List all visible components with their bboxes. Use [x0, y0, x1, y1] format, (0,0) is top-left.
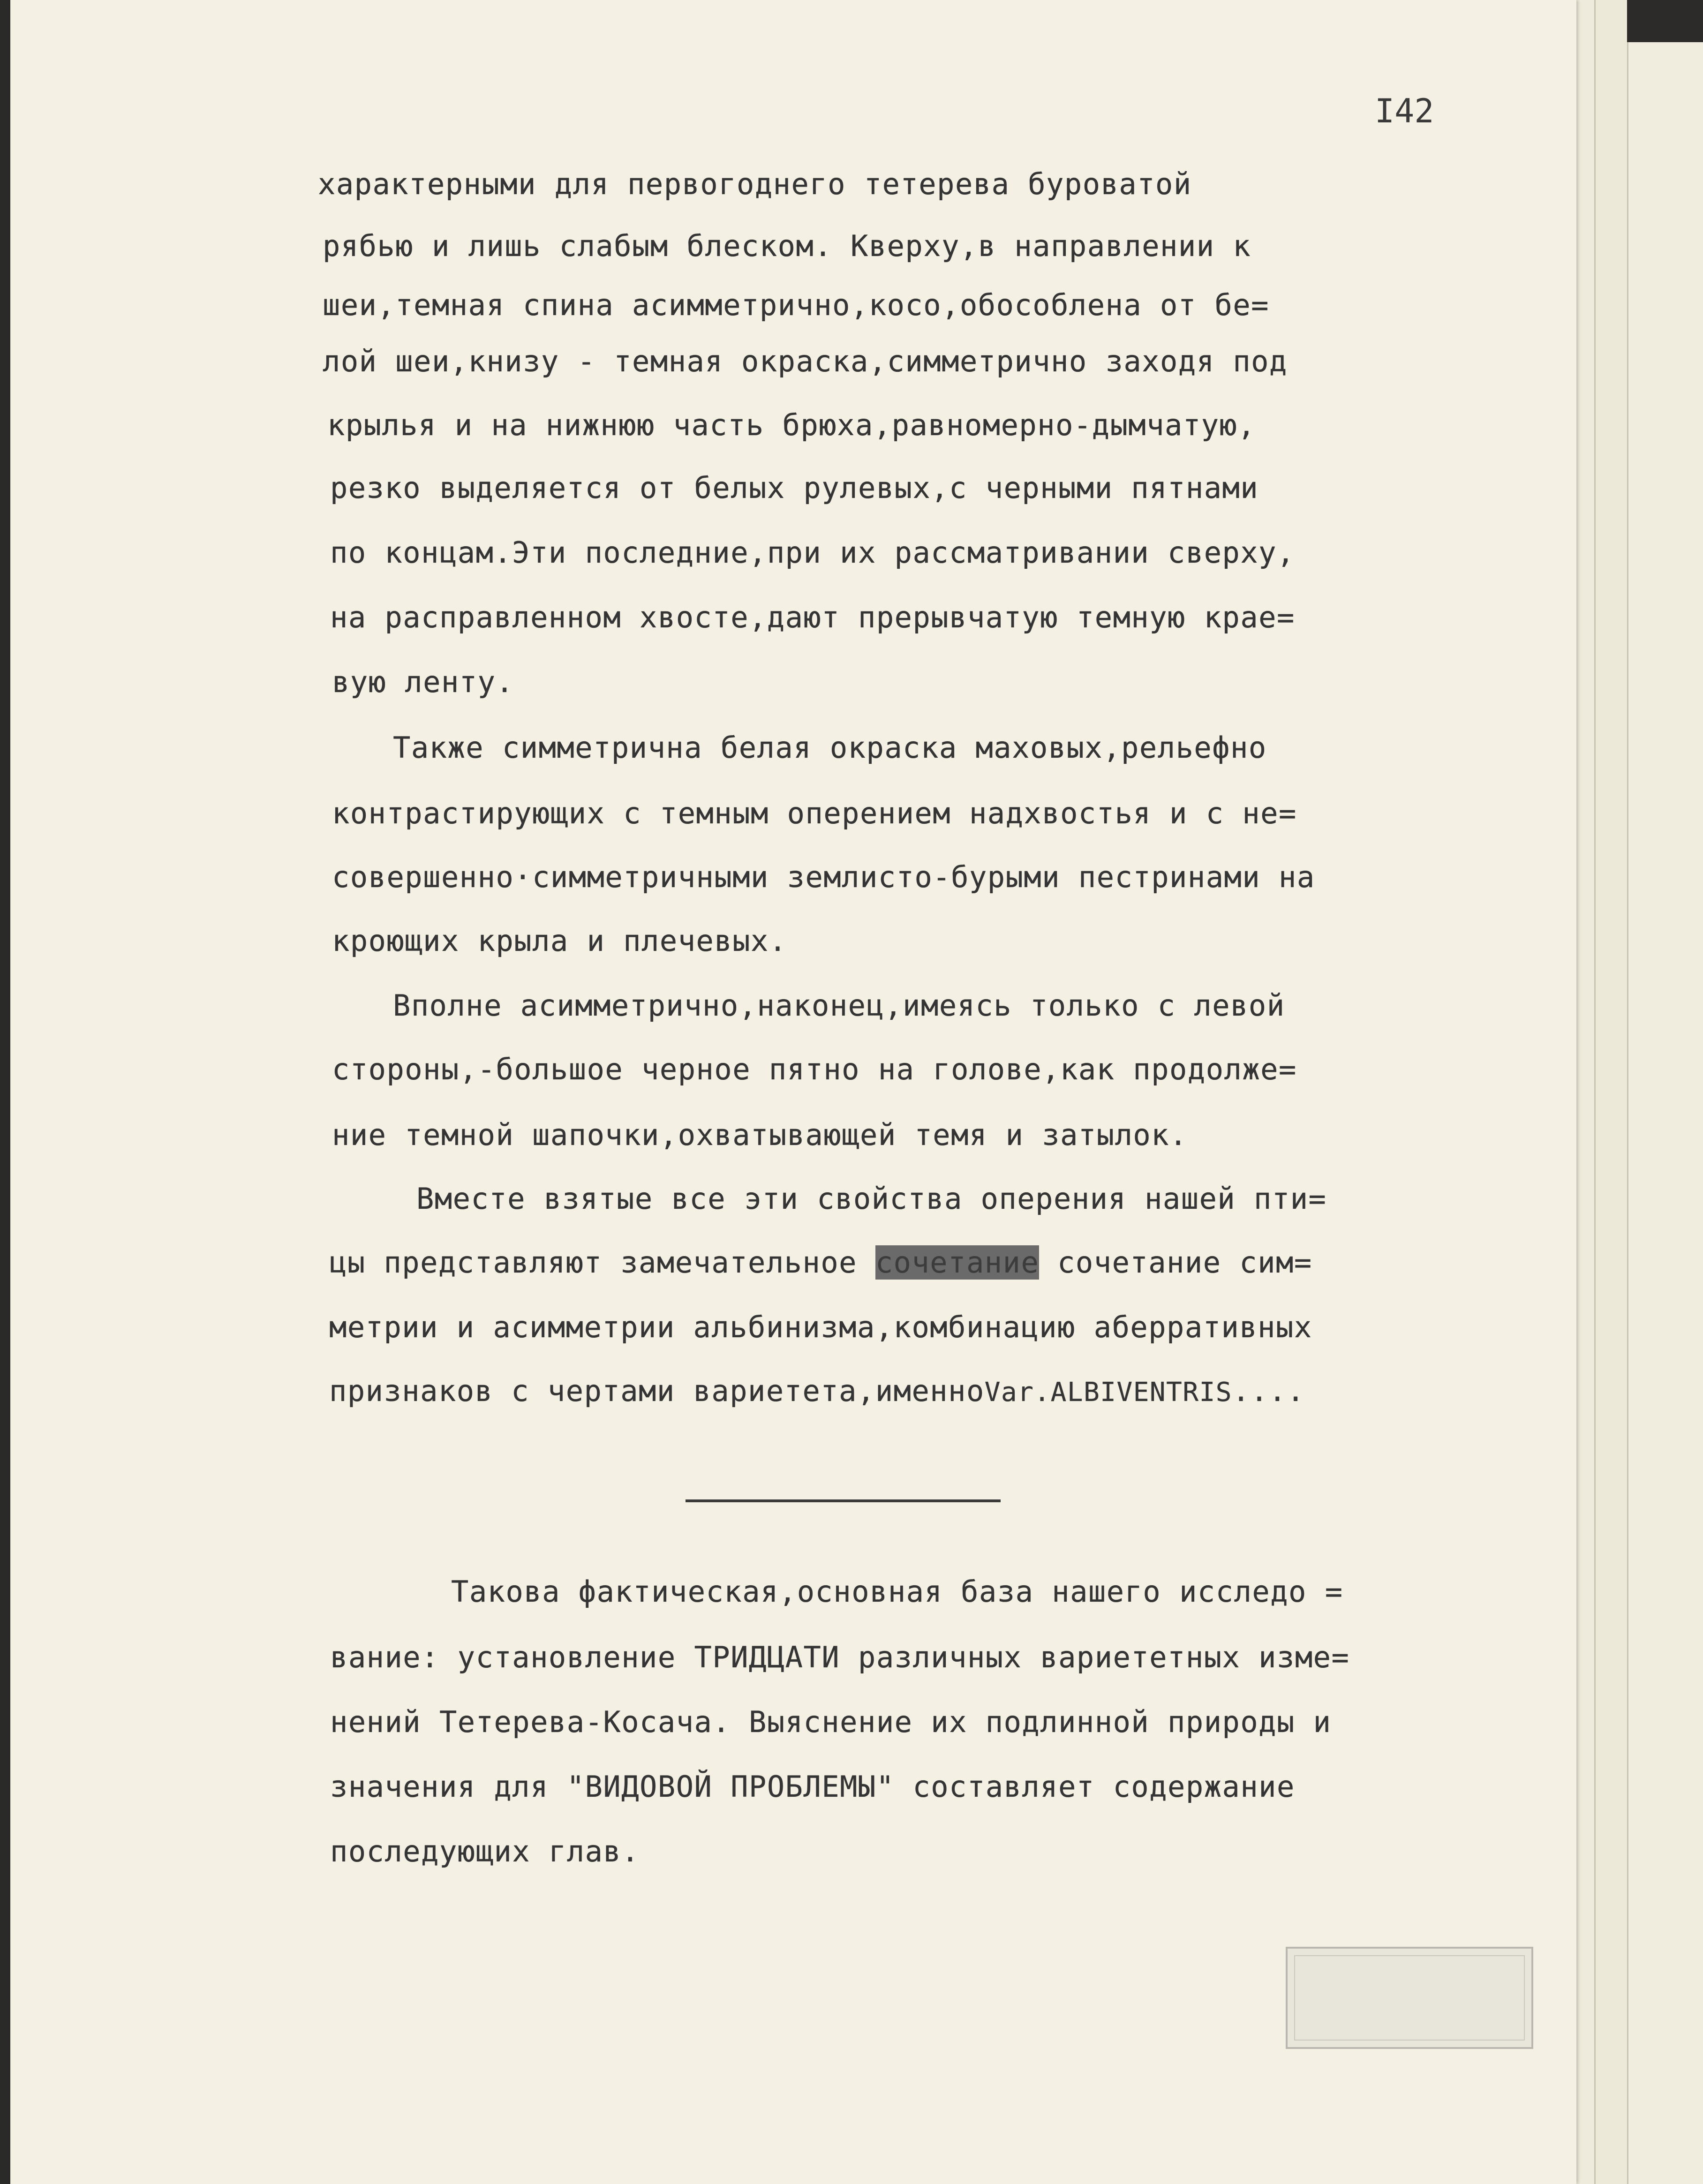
underlying-sheet [1627, 0, 1703, 2184]
text-line: на расправленном хвосте,дают прерывчатую темную крае= [330, 600, 1295, 634]
text-segment: признаков с чертами вариетета,именно [329, 1374, 985, 1408]
text-line: метрии и асимметрии альбинизма,комбинацию аберративных [329, 1310, 1312, 1344]
text-line: вую ленту. [332, 665, 514, 699]
variety-name: Var.ALBIVENTRIS [984, 1377, 1233, 1408]
text-line: характерными для первогоднего тетерева буроватой [318, 167, 1192, 201]
text-line: ние темной шапочки,охватывающей темя и затылок. [332, 1118, 1188, 1152]
text-line: нений Тетерева-Косача. Выяснение их подлинной природы и [330, 1705, 1332, 1739]
text-line: лой шеи,книзу - темная окраска,симметрично заходя под [323, 344, 1288, 378]
text-line: рябью и лишь слабым блеском. Кверху,в направлении к [323, 229, 1251, 263]
text-line: вание: установление ТРИДЦАТИ различных вариететных изме= [330, 1640, 1350, 1674]
text-line: крылья и на нижнюю часть брюха,равномерно-дымчатую, [327, 408, 1256, 442]
text-line [329, 1374, 1305, 1408]
text-line: кроющих крыла и плечевых. [332, 924, 787, 958]
separator-rule [686, 1499, 1001, 1502]
text-line [329, 1245, 1312, 1280]
text-line: контрастирующих с темным оперением надхвостья и с не= [332, 796, 1297, 830]
text-segment: цы представляют замечательное [329, 1245, 875, 1280]
archive-stamp [1286, 1947, 1533, 2049]
scanner-background [1627, 0, 1703, 42]
typed-page [10, 0, 1576, 2184]
text-line: последующих глав. [330, 1834, 640, 1868]
page-number: I42 [1375, 92, 1434, 130]
text-line: стороны,-большое черное пятно на голове,как продолже= [332, 1052, 1297, 1086]
text-line: Вполне асимметрично,наконец,имеясь только с левой [393, 988, 1285, 1023]
text-line: Также симметрична белая окраска маховых,рельефно [393, 731, 1267, 765]
text-line: совершенно·симметричными землисто-бурыми пестринами на [332, 860, 1315, 894]
text-line: резко выделяется от белых рулевых,с черными пятнами [330, 471, 1259, 505]
struck-out-word: сочетание [875, 1245, 1040, 1280]
text-line: значения для "ВИДОВОЙ ПРОБЛЕМЫ" составляет содержание [330, 1770, 1295, 1804]
text-line: Такова фактическая,основная база нашего исследо = [451, 1574, 1343, 1609]
text-line: Вместе взятые все эти свойства оперения нашей пти= [416, 1182, 1327, 1216]
text-line: шеи,темная спина асимметрично,косо,обособлена от бе= [323, 288, 1270, 322]
text-segment: .... [1232, 1374, 1305, 1408]
text-segment: сочетание сим= [1039, 1245, 1312, 1280]
text-line: по концам.Эти последние,при их рассматривании сверху, [330, 535, 1295, 570]
scan-edge [0, 0, 10, 2184]
